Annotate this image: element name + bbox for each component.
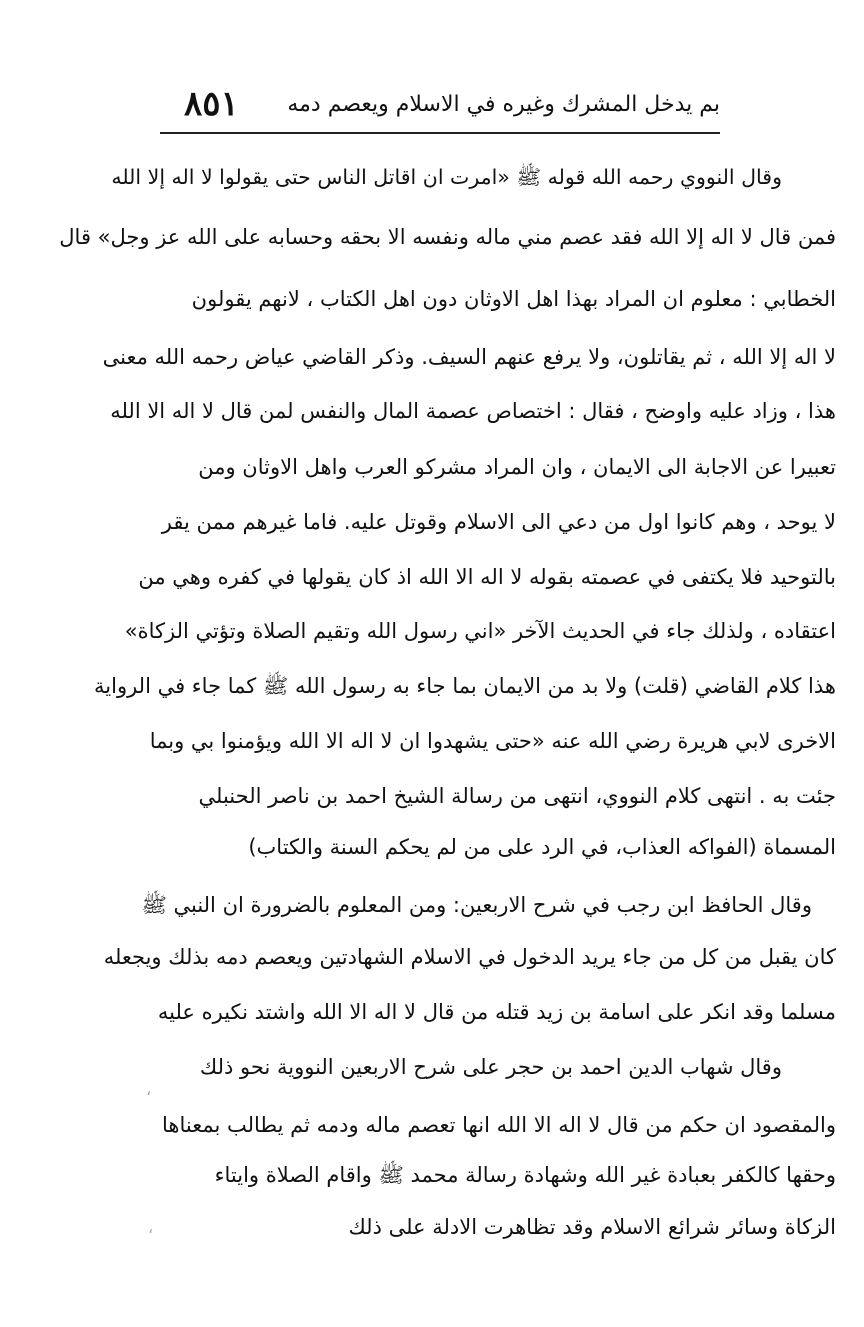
text-line: بالتوحيد فلا يكتفى في عصمته بقوله لا اله الا الله اذ كان يقولها في كفره وهي من — [138, 565, 836, 589]
text-line: وقال الحافظ ابن رجب في شرح الاربعين: ومن المعلوم بالضرورة ان النبي ﷺ — [141, 893, 812, 917]
text-line: وقال شهاب الدين احمد بن حجر على شرح الاربعين النووية نحو ذلك — [199, 1055, 782, 1079]
text-line: وحقها كالكفر بعبادة غير الله وشهادة رسالة محمد ﷺ واقام الصلاة وايتاء — [214, 1163, 836, 1187]
margin-speck: ، — [148, 1218, 154, 1237]
text-line: المسماة (الفواكه العذاب، في الرد على من لم يحكم السنة والكتاب) — [248, 835, 836, 859]
text-line: الزكاة وسائر شرائع الاسلام وقد تظاهرت الادلة على ذلك — [348, 1215, 836, 1239]
text-line: الخطابي : معلوم ان المراد بهذا اهل الاوثان دون اهل الكتاب ، لانهم يقولون — [191, 287, 836, 311]
text-line: هذا كلام القاضي (قلت) ولا بد من الايمان بما جاء به رسول الله ﷺ كما جاء في الرواية — [94, 674, 836, 698]
text-line: الاخرى لابي هريرة رضي الله عنه «حتى يشهدوا ان لا اله الا الله ويؤمنوا بي وبما — [149, 729, 836, 753]
text-line: كان يقبل من كل من جاء يريد الدخول في الاسلام الشهادتين ويعصم دمه بذلك ويجعله — [103, 945, 836, 969]
margin-speck: ، — [146, 1080, 152, 1099]
text-line: وقال النووي رحمه الله قوله ﷺ «امرت ان اقاتل الناس حتى يقولوا لا اله إلا الله — [111, 165, 782, 189]
running-title: بم يدخل المشرك وغيره في الاسلام ويعصم دمه — [287, 92, 720, 117]
text-line: اعتقاده ، ولذلك جاء في الحديث الآخر «اني رسول الله وتقيم الصلاة وتؤتي الزكاة» — [124, 619, 836, 643]
text-line: لا يوحد ، وهم كانوا اول من دعي الى الاسلام وقوتل عليه. فاما غيرهم ممن يقر — [161, 510, 836, 534]
text-line: جئت به . انتهى كلام النووي، انتهى من رسالة الشيخ احمد بن ناصر الحنبلي — [198, 784, 836, 808]
text-line: فمن قال لا اله إلا الله فقد عصم مني ماله ونفسه الا بحقه وحسابه على الله عز وجل» قال — [59, 225, 836, 249]
text-line: مسلما وقد انكر على اسامة بن زيد قتله من قال لا اله الا الله واشتد نكيره عليه — [157, 1000, 836, 1024]
text-line: هذا ، وزاد عليه واوضح ، فقال : اختصاص عصمة المال والنفس لمن قال لا اله الا الله — [110, 399, 836, 423]
text-line: تعبيرا عن الاجابة الى الايمان ، وان المراد مشركو العرب واهل الاوثان ومن — [198, 455, 836, 479]
page-number: ٨٥١ — [184, 84, 239, 124]
text-line: والمقصود ان حكم من قال لا اله الا الله انها تعصم ماله ودمه ثم يطالب بمعناها — [162, 1113, 836, 1137]
text-line: لا اله إلا الله ، ثم يقاتلون، ولا يرفع عنهم السيف. وذكر القاضي عياض رحمه الله معنى — [102, 345, 836, 369]
